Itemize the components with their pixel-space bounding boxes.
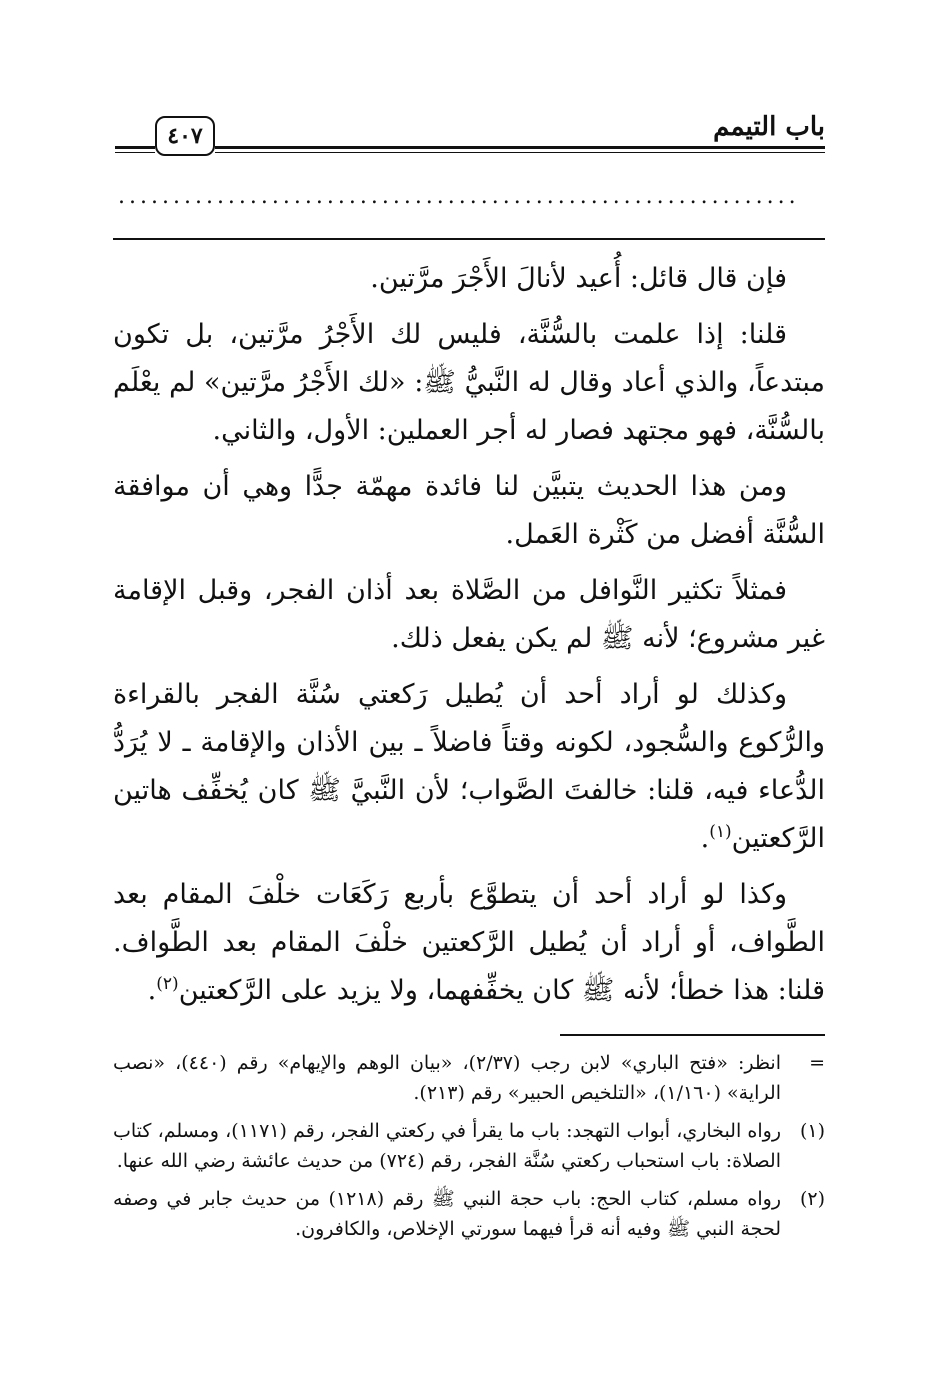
header-rule-thick [215,146,825,149]
footnote-marker: (٢) [799,1188,825,1210]
paragraph-end: . [147,975,157,1006]
paragraph-text: وكذا لو أراد أحد أن يتطوَّع بأربع رَكَعَات خلْفَ المقام بعد الطَّواف، أو أراد أن يُطيل الرَّكعتين خلْفَ المقام بعد الطَّواف. قلنا: هذا خطأ؛ لأنه ﷺ كان يخفِّفهما، ولا يزيد على الرَّكعتين [113,879,825,1006]
paragraph-text: ومن هذا الحديث يتبيَّن لنا فائدة مهمّة جدًّا وهي أن موافقة السُّنَّة أفضل من كَثْرة العَمل. [113,471,825,550]
footnote-ref[interactable]: (٢) [156,974,179,994]
dotted-separator: .............................................................. [118,185,800,209]
footnote-item [113,1048,825,1108]
paragraph-text: قلنا: إذا علمت بالسُّنَّة، فليس لك الأَجْرُ مرَّتين، بل تكون مبتدعاً، والذي أعاد وقال له النَّبيُّ ﷺ: «لك الأَجْرُ مرَّتين» لم يعْلَم بالسُّنَّة، فهو مجتهد فصار له أجر العملين: الأول، والثاني. [113,319,825,446]
paragraph-text: فإن قال قائل: أُعيد لأنالَ الأَجْرَ مرَّتين. [370,263,787,294]
paragraph [113,463,825,559]
footnotes [113,1048,825,1252]
footnote-separator [560,1034,825,1036]
main-text [113,255,825,1023]
footnote-item [113,1184,825,1244]
footnote-ref[interactable]: (١) [709,822,732,842]
header-rule-left-thick [115,146,155,149]
header-rule-thin [215,152,825,153]
content-separator [113,238,825,240]
paragraph [113,671,825,863]
paragraph [113,255,825,303]
page-header [115,108,825,158]
footnote-text: رواه مسلم، كتاب الحج: باب حجة النبي ﷺ رقم (١٢١٨) من حديث جابر في وصفه لحجة النبي ﷺ وفيه أنه قرأ فيهما سورتي الإخلاص، والكافرون. [113,1188,782,1240]
footnote-marker: = [809,1052,825,1074]
page-number: ٤٠٧ [155,116,215,156]
footnote-item [113,1116,825,1176]
paragraph [113,311,825,455]
header-rule-left-thin [115,152,155,153]
paragraph [113,567,825,663]
paragraph-text: فمثلاً تكثير النَّوافل من الصَّلاة بعد أذان الفجر، وقبل الإقامة غير مشروع؛ لأنه ﷺ لم يكن يفعل ذلك. [113,575,825,654]
footnote-text: انظر: «فتح الباري» لابن رجب (٢/٣٧)، «بيان الوهم والإيهام» رقم (٤٤٠)، «نصب الراية» (١/١٦٠)، «التلخيص الحبير» رقم (٢١٣). [113,1052,781,1104]
paragraph [113,871,825,1015]
paragraph-end: . [700,823,710,854]
chapter-title: باب التيمم [713,112,825,142]
paragraph-text: وكذلك لو أراد أحد أن يُطيل رَكعتي سُنَّة الفجر بالقراءة والرُّكوع والسُّجود، لكونه وقتاً فاضلاً ـ بين الأذان والإقامة ـ لا يُرَدُّ الدُّعاء فيه، قلنا: خالفتَ الصَّواب؛ لأن النَّبيَّ ﷺ كان يُخفِّف هاتين الرَّكعتين [113,679,825,854]
footnote-marker: (١) [799,1120,825,1142]
footnote-text: رواه البخاري، أبواب التهجد: باب ما يقرأ في ركعتي الفجر، رقم (١١٧١)، ومسلم، كتاب الصلاة: باب استحباب ركعتي سُنَّة الفجر، رقم (٧٢٤) من حديث عائشة رضي الله عنها. [113,1120,781,1172]
